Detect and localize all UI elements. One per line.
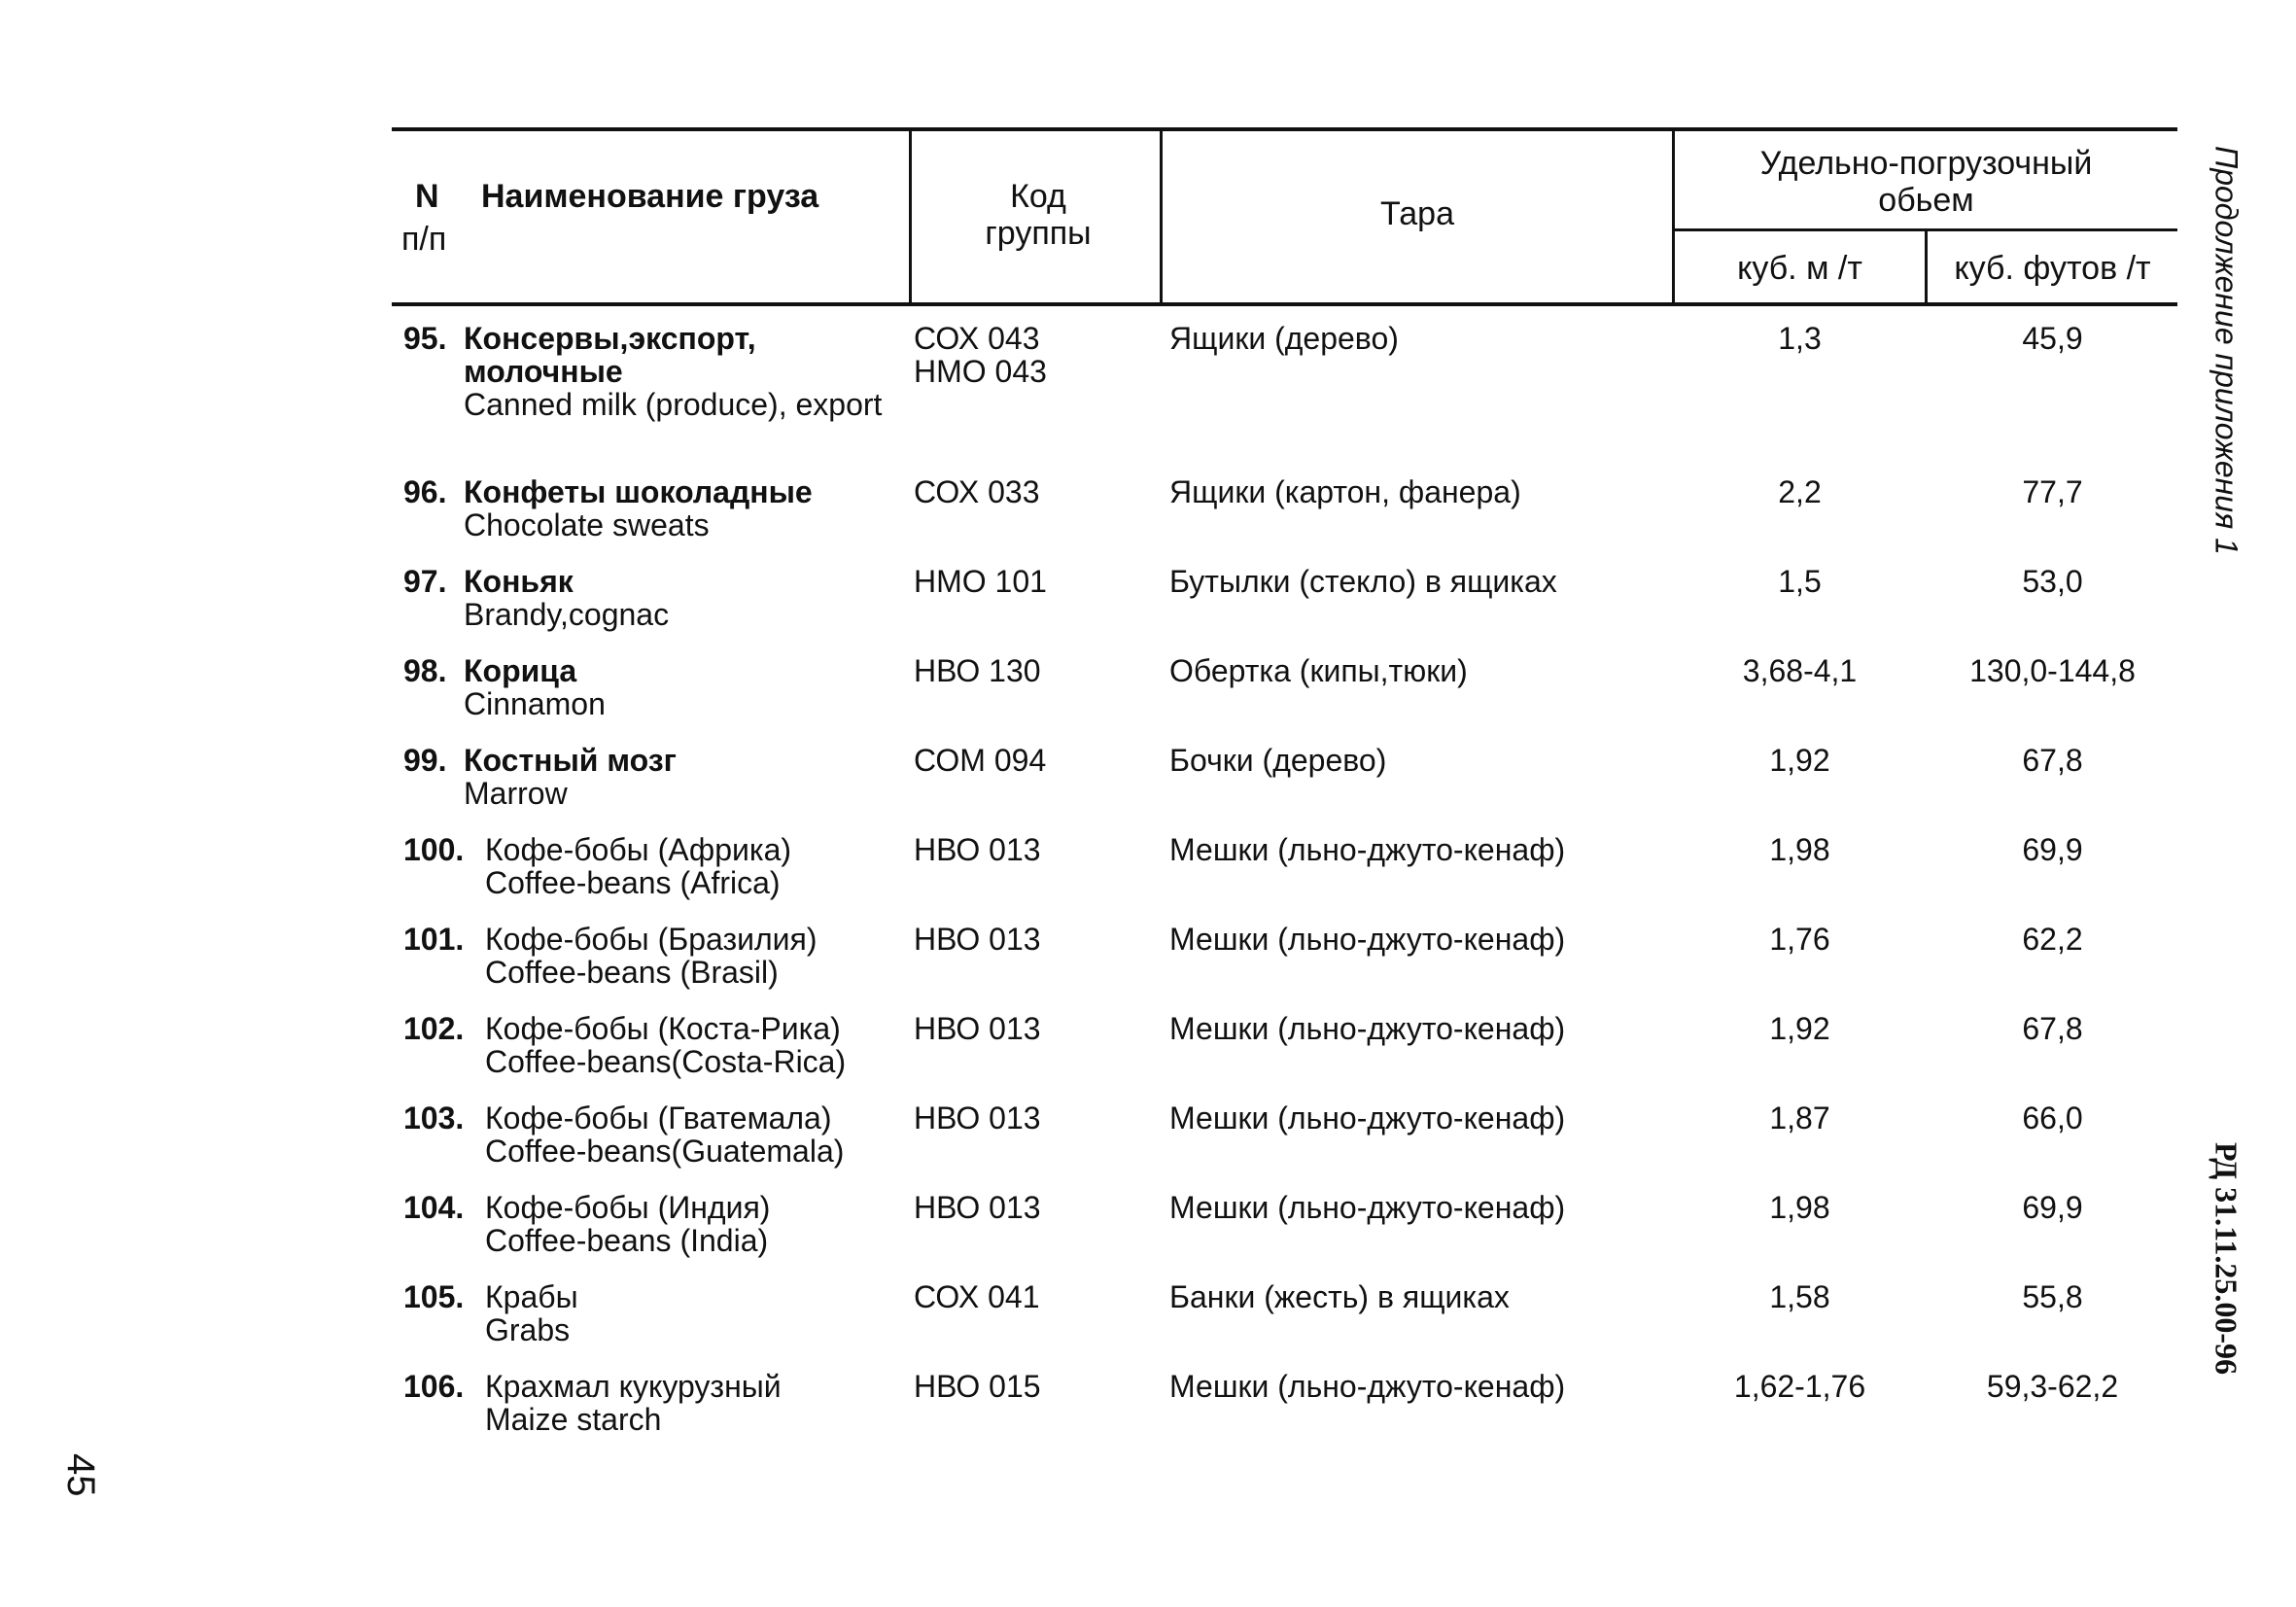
group-code: [914, 565, 1157, 598]
volume-cubic-meters: 1,98: [1769, 1190, 1830, 1225]
cargo-name-ru: Кофе-бобы (Коста-Рика): [485, 1011, 841, 1046]
volume-cubic-meters: 1,92: [1769, 1011, 1830, 1046]
group-code: [914, 1101, 1157, 1135]
row-number: 98.: [403, 653, 447, 688]
packaging: Банки (жесть) в ящиках: [1169, 1279, 1510, 1314]
packaging: Мешки (льно-джуто-кенаф): [1169, 1190, 1566, 1225]
packaging: Бочки (дерево): [1169, 743, 1387, 778]
cargo-name: [464, 322, 901, 421]
volume-cubic-meters: 1,92: [1769, 743, 1830, 778]
cargo-name: [464, 565, 901, 631]
continuation-text: Продолжение приложения 1: [2209, 146, 2244, 555]
cargo-name-en: Marrow: [464, 776, 568, 811]
row-number: 101.: [403, 922, 465, 957]
header-cubic-feet: куб. футов /т: [1954, 250, 2151, 287]
cargo-name: [464, 744, 901, 810]
cargo-name: [485, 833, 922, 899]
row-number: 104.: [403, 1190, 465, 1225]
cargo-name-ru: Костный мозг: [464, 743, 677, 778]
cargo-name-en: Coffee-beans (Brasil): [485, 955, 779, 990]
group-code-value: СОХ 043: [914, 321, 1040, 356]
cargo-name-ru: Крахмал кукурузный: [485, 1369, 782, 1404]
group-code-value: СОХ 041: [914, 1279, 1040, 1314]
cargo-name-en: Cinnamon: [464, 686, 606, 721]
volume-cubic-feet: 77,7: [2022, 474, 2083, 509]
cargo-name-ru: Кофе-бобы (Гватемала): [485, 1100, 832, 1135]
cargo-name: [464, 654, 901, 720]
header-number: N: [415, 178, 439, 215]
row-number: 103.: [403, 1100, 465, 1135]
table-row: [392, 654, 2177, 744]
table-row: [392, 475, 2177, 565]
table-row: [392, 565, 2177, 654]
table-row: [392, 1370, 2177, 1448]
cargo-name-ru: Кофе-бобы (Африка): [485, 832, 792, 867]
table-row: [392, 1191, 2177, 1280]
group-code: [914, 654, 1157, 687]
row-number: 100.: [403, 832, 465, 867]
group-code-value: НВО 013: [914, 922, 1041, 957]
table-row: [392, 744, 2177, 833]
group-code: [914, 744, 1157, 777]
document-code: [2207, 1142, 2245, 1415]
cargo-name-en: Maize starch: [485, 1402, 662, 1437]
group-code: [914, 475, 1157, 508]
cargo-name: [485, 1012, 922, 1078]
volume-cubic-feet: 62,2: [2022, 922, 2083, 957]
header-packaging: Тара: [1380, 195, 1454, 232]
packaging: Обертка (кипы,тюки): [1169, 653, 1468, 688]
volume-cubic-feet: 67,8: [2022, 743, 2083, 778]
document-code-text: РД 31.11.25.00-96: [2209, 1142, 2244, 1376]
cargo-name-ru: Коньяк: [464, 564, 574, 599]
header-group-code: Код группы: [985, 178, 1092, 252]
cargo-name: [485, 1191, 922, 1257]
volume-cubic-meters: 1,58: [1769, 1279, 1830, 1314]
group-code-value: НВО 013: [914, 1190, 1041, 1225]
table-row: [392, 1012, 2177, 1101]
volume-cubic-feet: 69,9: [2022, 832, 2083, 867]
cargo-name-ru: Конфеты шоколадные: [464, 474, 813, 509]
packaging: Ящики (дерево): [1169, 321, 1399, 356]
table-row: [392, 923, 2177, 1012]
group-code: [914, 1191, 1157, 1224]
volume-cubic-meters: 1,76: [1769, 922, 1830, 957]
continuation-label: [2207, 146, 2245, 574]
group-code-value: НВО 130: [914, 653, 1041, 688]
cargo-name-en: Coffee-beans(Costa-Rica): [485, 1044, 847, 1079]
cargo-name: [464, 475, 901, 541]
packaging: Мешки (льно-джуто-кенаф): [1169, 1100, 1566, 1135]
volume-cubic-feet: 55,8: [2022, 1279, 2083, 1314]
group-code: [914, 322, 1157, 388]
cargo-name-en: Canned milk (produce), export: [464, 387, 883, 422]
volume-cubic-meters: 1,98: [1769, 832, 1830, 867]
cargo-name-ru: Кофе-бобы (Индия): [485, 1190, 771, 1225]
cargo-name-en: Brandy,cognac: [464, 597, 670, 632]
volume-cubic-meters: 1,62-1,76: [1733, 1369, 1866, 1404]
group-code-value: НМО 101: [914, 564, 1047, 599]
table-row: [392, 1101, 2177, 1191]
packaging: Мешки (льно-джуто-кенаф): [1169, 832, 1566, 867]
group-code-value: НВО 013: [914, 1011, 1041, 1046]
cargo-name-ru: Кофе-бобы (Бразилия): [485, 922, 818, 957]
group-code-value: НМО 043: [914, 354, 1047, 389]
volume-cubic-meters: 3,68-4,1: [1742, 653, 1858, 688]
row-number: 106.: [403, 1369, 465, 1404]
table-row: [392, 1280, 2177, 1370]
table-top-rule: [392, 127, 2177, 131]
row-number: 102.: [403, 1011, 465, 1046]
page-number: [58, 1453, 117, 1512]
cargo-name: [485, 923, 922, 989]
volume-cubic-feet: 66,0: [2022, 1100, 2083, 1135]
cargo-name: [485, 1101, 922, 1168]
header-stowage-volume: Удельно-погрузочный обьем: [1759, 145, 2093, 219]
group-code-value: СОХ 033: [914, 474, 1040, 509]
group-code-value: НВО 013: [914, 1100, 1041, 1135]
row-number: 95.: [403, 321, 447, 356]
volume-cubic-feet: 53,0: [2022, 564, 2083, 599]
group-code-value: НВО 013: [914, 832, 1041, 867]
header-pp: п/п: [401, 221, 447, 258]
cargo-name-en: Grabs: [485, 1312, 571, 1347]
volume-cubic-meters: 2,2: [1778, 474, 1822, 509]
volume-cubic-meters: 1,5: [1778, 564, 1822, 599]
packaging: Бутылки (стекло) в ящиках: [1169, 564, 1557, 599]
cargo-name-ru: Корица: [464, 653, 577, 688]
cargo-name-en: Coffee-beans (India): [485, 1223, 769, 1258]
table-row: [392, 322, 2177, 475]
header-bottom-rule: [392, 302, 2177, 306]
packaging: Ящики (картон, фанера): [1169, 474, 1521, 509]
page-number-text: 45: [59, 1453, 102, 1497]
row-number: 99.: [403, 743, 447, 778]
group-code: [914, 833, 1157, 866]
group-code: [914, 1280, 1157, 1313]
volume-cubic-meters: 1,87: [1769, 1100, 1830, 1135]
packaging: Мешки (льно-джуто-кенаф): [1169, 922, 1566, 957]
table-row: [392, 833, 2177, 923]
cargo-name-en: Chocolate sweats: [464, 507, 710, 542]
cargo-name: [485, 1280, 922, 1346]
volume-cubic-feet: 130,0-144,8: [1969, 653, 2136, 688]
header-cargo-name: Наименование груза: [481, 178, 819, 215]
volume-cubic-meters: 1,3: [1778, 321, 1822, 356]
group-code: [914, 1012, 1157, 1045]
volume-cubic-feet: 45,9: [2022, 321, 2083, 356]
table-body: [392, 322, 2177, 1448]
group-code: [914, 1370, 1157, 1403]
group-code-value: СОМ 094: [914, 743, 1047, 778]
row-number: 96.: [403, 474, 447, 509]
cargo-name-ru: Крабы: [485, 1279, 578, 1314]
volume-cubic-feet: 59,3-62,2: [1986, 1369, 2119, 1404]
volume-cubic-feet: 69,9: [2022, 1190, 2083, 1225]
group-code-value: НВО 015: [914, 1369, 1041, 1404]
cargo-name: [485, 1370, 922, 1436]
cargo-name-ru: Консервы,экспорт, молочные: [464, 321, 756, 389]
packaging: Мешки (льно-джуто-кенаф): [1169, 1011, 1566, 1046]
row-number: 97.: [403, 564, 447, 599]
group-code: [914, 923, 1157, 956]
cargo-name-en: Coffee-beans(Guatemala): [485, 1134, 845, 1169]
cargo-name-en: Coffee-beans (Africa): [485, 865, 781, 900]
header-cubic-meters: куб. м /т: [1737, 250, 1862, 287]
packaging: Мешки (льно-джуто-кенаф): [1169, 1369, 1566, 1404]
row-number: 105.: [403, 1279, 465, 1314]
volume-cubic-feet: 67,8: [2022, 1011, 2083, 1046]
